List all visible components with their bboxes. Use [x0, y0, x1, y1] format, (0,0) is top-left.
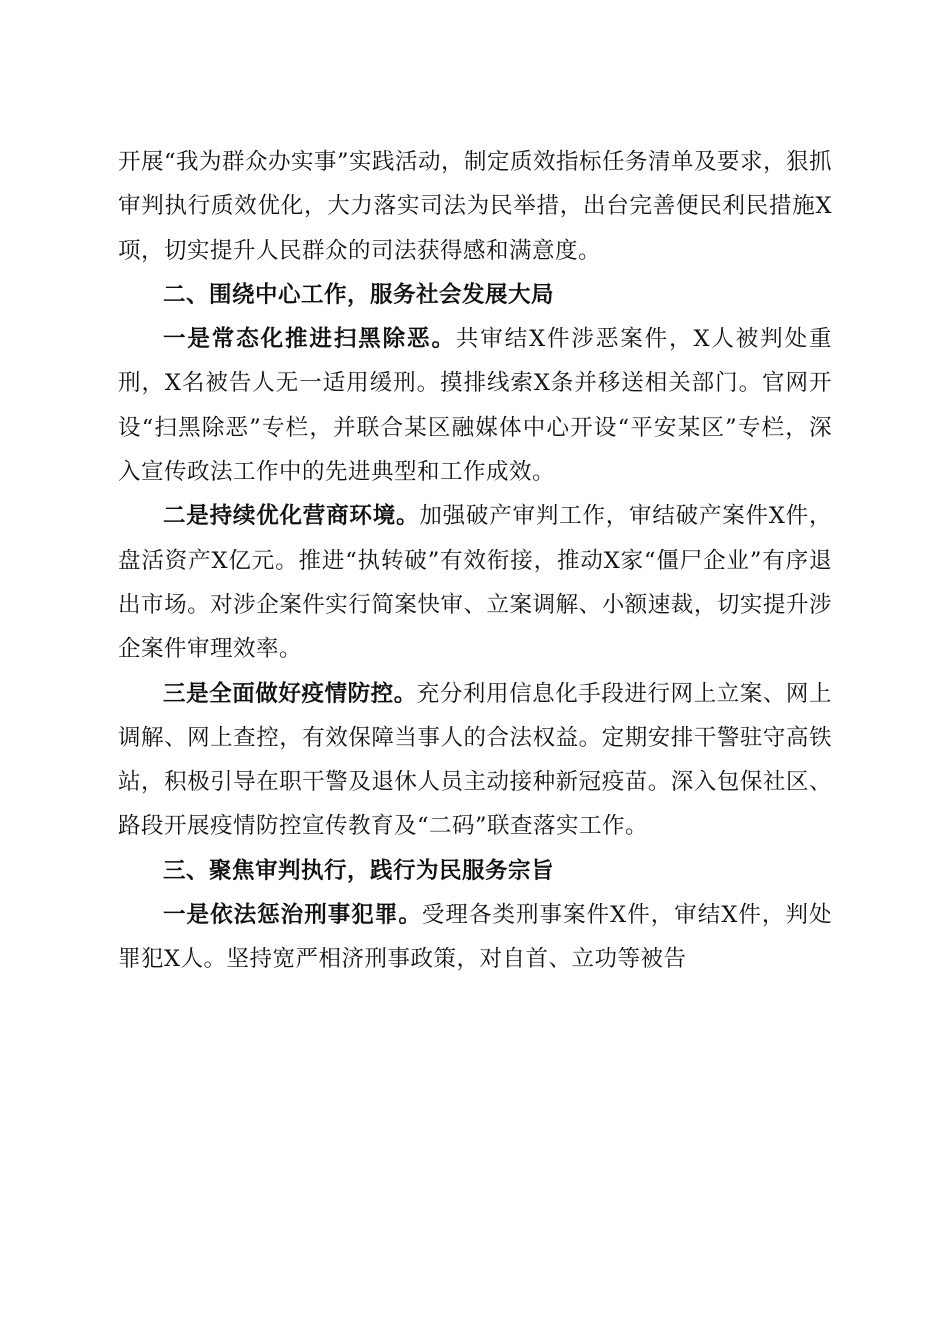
section-heading-3: 三、聚焦审判执行，践行为民服务宗旨: [163, 857, 555, 884]
paragraph-body: 共审结X件涉恶案件，X人被判处重刑，X名被告人无一适用缓刑。摸排线索X条并移送相关部门。官网开设“扫黑除恶”专栏，并联合某区融媒体中心开设“平安某区”专栏，深入宣传政法工作中的先进典型和工作成效。: [118, 326, 832, 486]
paragraph-lead: 三是全面做好疫情防控。: [163, 680, 417, 707]
paragraph-2-3: [118, 672, 832, 849]
paragraph-2-2: [118, 494, 832, 671]
paragraph-lead: 一是常态化推进扫黑除恶。: [163, 326, 456, 353]
section-heading-2: 二、围绕中心工作，服务社会发展大局: [163, 281, 555, 308]
document-page: [118, 140, 832, 982]
paragraph-lead: 一是依法惩治刑事犯罪。: [163, 902, 422, 929]
paragraph-body: 充分利用信息化手段进行网上立案、网上调解、网上查控，有效保障当事人的合法权益。定期安排干警驻守高铁站，积极引导在职干警及退休人员主动接种新冠疫苗。深入包保社区、路段开展疫情防控宣传教育及“二码”联查落实工作。: [118, 680, 832, 840]
paragraph-lead: 二是持续优化营商环境。: [163, 503, 420, 530]
paragraph-body: 受理各类刑事案件X件，审结X件，判处罪犯X人。坚持宽严相济刑事政策，对自首、立功等被告: [118, 902, 832, 973]
paragraph-2-1: [118, 317, 832, 494]
paragraph-3-1: [118, 893, 832, 982]
paragraph-intro-continuation: 开展“我为群众办实事”实践活动，制定质效指标任务清单及要求，狠抓审判执行质效优化，大力落实司法为民举措，出台完善便民利民措施X项，切实提升人民群众的司法获得感和满意度。: [118, 149, 833, 264]
paragraph-body: 加强破产审判工作，审结破产案件X件，盘活资产X亿元。推进“执转破”有效衔接，推动X家“僵尸企业”有序退出市场。对涉企案件实行简案快审、立案调解、小额速裁，切实提升涉企案件审理效率。: [118, 503, 832, 663]
